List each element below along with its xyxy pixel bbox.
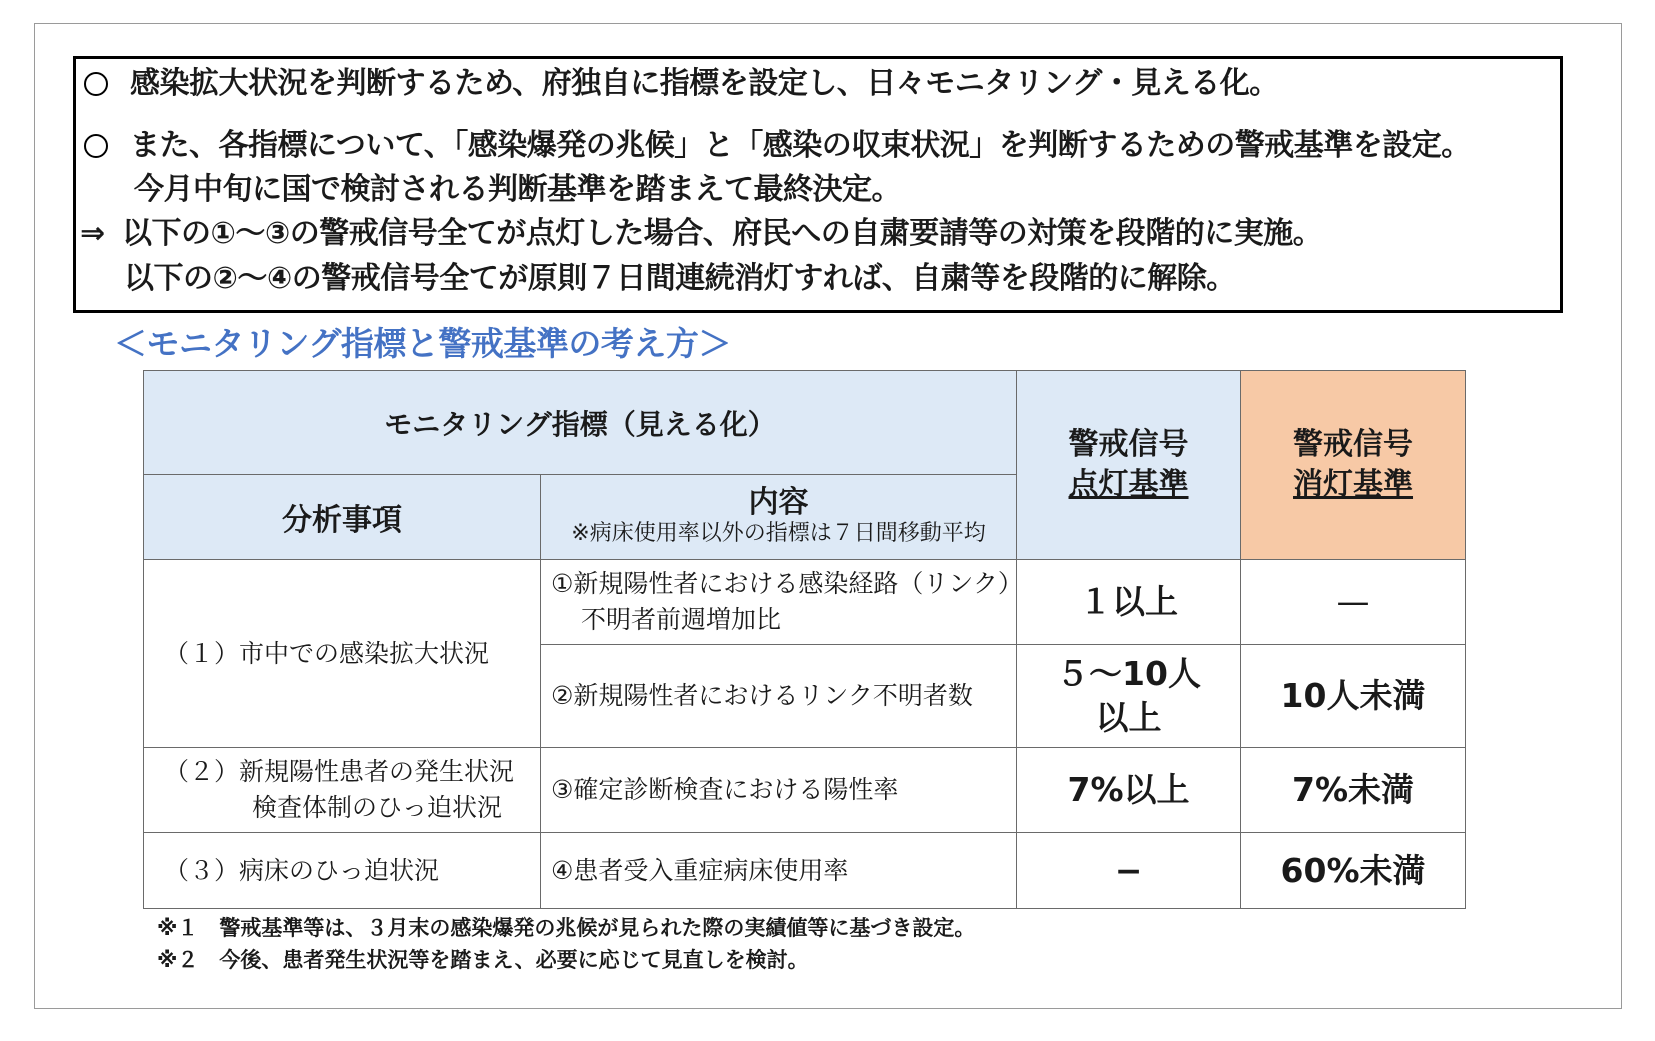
- category-cell: [144, 748, 541, 833]
- header-signal-off-line2: 消灯基準: [1293, 467, 1414, 502]
- header-signal-on-line1: 警戒信号: [1068, 427, 1189, 462]
- content-cell: [541, 560, 1023, 645]
- category-label: （１）市中での感染拡大状況: [164, 638, 490, 668]
- category-cell: [144, 833, 541, 909]
- header-category: 分析事項: [144, 475, 541, 560]
- summary-bullet-2-line1: また、各指標について、「感染爆発の兆候」と「感染の収束状況」を判断するための警戒基準を設定。: [130, 128, 1471, 163]
- content-label: ③確定診断検査における陽性率: [551, 775, 899, 804]
- signal-off-value: —: [1241, 560, 1466, 645]
- summary-arrow-line2: 以下の②～④の警戒信号全てが原則７日間連続消灯すれば、自粛等を段階的に解除。: [124, 261, 1236, 296]
- signal-on-value: −: [1017, 833, 1241, 909]
- signal-on-value: [1017, 645, 1241, 748]
- category-label: （３）病床のひっ迫状況: [164, 855, 440, 885]
- footnote-2: ※２ 今後、患者発生状況等を踏まえ、必要に応じて見直しを検討。: [157, 948, 809, 972]
- header-monitoring-indicator: モニタリング指標（見える化）: [144, 371, 1017, 475]
- footnotes: [157, 912, 975, 976]
- bullet-circle-icon: [84, 72, 108, 96]
- content-cell: [541, 748, 1017, 833]
- summary-arrow-line1: 以下の①～③の警戒信号全てが点灯した場合、府民への自粛要請等の対策を段階的に実施。: [122, 216, 1323, 251]
- monitoring-table: [143, 370, 1466, 909]
- category-label-line2: 検査体制のひっ迫状況: [252, 793, 503, 822]
- content-cell: [541, 833, 1017, 909]
- signal-off-value: 60%未満: [1241, 833, 1466, 909]
- header-content: [541, 475, 1017, 560]
- header-signal-on-line2: 点灯基準: [1068, 467, 1189, 502]
- arrow-symbol: ⇒: [80, 216, 105, 251]
- content-label: ①新規陽性者における感染経路（リンク）: [551, 569, 1023, 598]
- content-label-line2: 不明者前週増加比: [581, 605, 782, 634]
- header-signal-off-line1: 警戒信号: [1293, 427, 1414, 462]
- header-content-title: 内容: [748, 485, 809, 520]
- signal-on-value-line1: ５～10人: [1056, 654, 1201, 693]
- table-row: [144, 560, 1466, 645]
- signal-on-value-line2: 以上: [1095, 698, 1162, 737]
- signal-on-value: 7%以上: [1017, 748, 1241, 833]
- header-signal-on: [1017, 371, 1241, 560]
- header-content-note: ※病床使用率以外の指標は７日間移動平均: [571, 521, 986, 546]
- content-label: ②新規陽性者におけるリンク不明者数: [551, 681, 973, 710]
- table-row: [144, 833, 1466, 909]
- category-cell: [144, 560, 541, 748]
- summary-bullet-1: 感染拡大状況を判断するため、府独自に指標を設定し、日々モニタリング・見える化。: [130, 66, 1279, 101]
- summary-bullet-2-line2: 今月中旬に国で検討される判断基準を踏まえて最終決定。: [134, 172, 901, 207]
- signal-off-value: 10人未満: [1241, 645, 1466, 748]
- table-row: [144, 748, 1466, 833]
- bullet-circle-icon: [84, 134, 108, 158]
- section-title: ＜モニタリング指標と警戒基準の考え方＞: [114, 324, 731, 363]
- signal-on-value: １以上: [1017, 560, 1241, 645]
- header-signal-off: [1241, 371, 1466, 560]
- footnote-1: ※１ 警戒基準等は、３月末の感染爆発の兆候が見られた際の実績値等に基づき設定。: [157, 916, 976, 940]
- signal-off-value: 7%未満: [1241, 748, 1466, 833]
- content-label: ④患者受入重症病床使用率: [551, 855, 849, 885]
- content-cell: [541, 645, 1017, 748]
- category-label: （２）新規陽性患者の発生状況: [164, 757, 515, 786]
